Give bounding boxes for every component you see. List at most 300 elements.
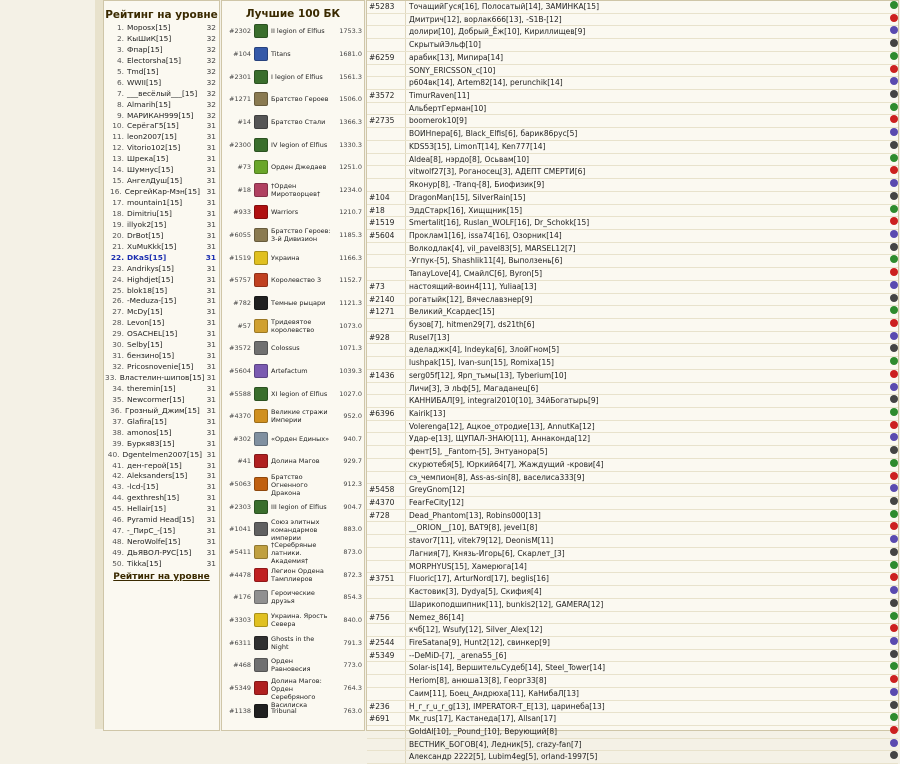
clan-name-link[interactable]: Warriors (271, 208, 299, 217)
battle-clan-id[interactable] (367, 561, 406, 573)
battle-participants-link[interactable]: Дмитрич[12], ворлак666[13], -S1B-[12] (409, 14, 562, 24)
status-icon (890, 357, 898, 365)
battle-clan-id[interactable]: #2735 (367, 115, 406, 127)
battle-participants-link[interactable]: Kairik[13] (409, 409, 446, 418)
clan-name-link[interactable]: Долина Магов (271, 457, 320, 466)
player-name-link[interactable]: СерёгаГ5[15] (127, 121, 179, 131)
clan-name-link[interactable]: II legion of Elfius (271, 27, 325, 36)
level-ranking-footer-link[interactable]: Рейтинг на уровне (113, 571, 210, 582)
player-name-link[interactable]: Tikka[15] (127, 558, 162, 568)
battle-row (367, 421, 898, 434)
battle-participants-link[interactable]: Личи[3], Э лЬф[5], Магаданец[6] (409, 383, 539, 393)
clan-name-link[interactable]: Colossus (271, 344, 300, 353)
battle-participants-link[interactable]: Шарикоподшипник[11], bunkis2[12], GAMERA[12] (409, 599, 604, 609)
battle-participants-link[interactable]: долири[10], Добрый_Ёж[10], Кириллищев[9] (409, 27, 586, 37)
clan-score: 883.0 (343, 525, 362, 534)
battle-clan-id[interactable] (367, 243, 406, 255)
ranking-points: 31 (206, 274, 216, 284)
clan-row (222, 609, 364, 632)
player-name-link[interactable]: Шрека[15] (127, 154, 169, 164)
battle-clan-id[interactable] (367, 472, 406, 484)
ranking-position: 44. (112, 493, 124, 503)
status-icon (890, 255, 898, 263)
player-name-link[interactable]: Levon[15] (127, 318, 165, 328)
clan-name-link[interactable]: Братство Стали (271, 117, 326, 126)
player-name-link[interactable]: leon2007[15] (127, 132, 177, 142)
battle-clan-id[interactable] (367, 433, 406, 445)
battle-participants-link[interactable]: FearFeCity[12] (409, 498, 464, 508)
ranking-points: 31 (206, 383, 216, 393)
player-name-link[interactable]: СергейКар-Мэн[15] (124, 187, 200, 197)
clan-id: #1138 (229, 706, 252, 715)
clan-row (222, 676, 364, 709)
ranking-row (104, 526, 219, 537)
clan-id: #1519 (229, 253, 252, 262)
battle-clan-id[interactable] (367, 65, 406, 77)
player-name-link[interactable]: бензино[15] (127, 351, 175, 361)
clan-row (222, 473, 364, 496)
battle-clan-id[interactable] (367, 344, 406, 356)
battle-clan-id[interactable]: #5283 (367, 1, 406, 13)
battle-participants-link[interactable]: Волкодлак[4], vil_pavel83[5], MARSEL12[7] (409, 243, 576, 253)
battle-participants-link[interactable]: Лагния[7], Князь-Игорь[6], Скарлет_[3] (409, 548, 565, 558)
clan-name-link[interactable]: Братство Героев (271, 95, 329, 104)
battle-participants-link[interactable]: Яконур[8], -Tranq-[8], Биофизик[9] (409, 180, 545, 190)
battle-clan-id[interactable] (367, 141, 406, 153)
battle-clan-id[interactable] (367, 383, 406, 395)
ranking-position: 22. (110, 252, 124, 262)
clan-row (222, 224, 364, 247)
status-icon (890, 319, 898, 327)
ranking-row (104, 198, 219, 209)
clan-name-link[interactable]: Украина. Ярость Севера (271, 611, 328, 628)
clan-id: #18 (237, 185, 252, 194)
player-name-link[interactable]: -Meduza-[15] (127, 296, 177, 306)
battle-clan-id[interactable]: #2140 (367, 294, 406, 306)
battle-participants-link[interactable]: TanayLove[4], СмайлС[6], Byron[5] (409, 269, 543, 279)
battle-participants-link[interactable]: Александр 2222[5], Lubim4eg[5], orland-1997[5] (409, 752, 598, 762)
clan-row (222, 20, 364, 43)
player-name-link[interactable]: КыШиК[15] (127, 33, 172, 43)
battle-clan-id[interactable] (367, 599, 406, 611)
battle-participants-link[interactable]: DragonMan[15], SilverRain[15] (409, 192, 526, 202)
status-icon (890, 675, 898, 683)
battle-clan-id[interactable] (367, 154, 406, 166)
player-name-link[interactable]: NeroWolfe[15] (127, 537, 181, 547)
player-name-link[interactable]: -_ПирС_-[15] (127, 526, 176, 536)
ranking-position: 8. (116, 99, 124, 109)
status-icon (890, 459, 898, 467)
player-name-link[interactable]: illyok2[15] (127, 219, 167, 229)
battle-participants-link[interactable]: SONY_ERICSSON_c[10] (409, 65, 496, 75)
player-name-link[interactable]: OSACHEL[15] (127, 329, 178, 339)
battle-row (367, 701, 898, 714)
ranking-points: 31 (206, 362, 216, 372)
battle-clan-id[interactable]: #1519 (367, 217, 406, 229)
battle-participants-link[interactable]: __ORION__[10], ВАТ9[8], jevel1[8] (409, 523, 538, 533)
battle-participants-link[interactable]: Volerenga[12], Ацкое_отродие[13], AnnutKa[12] (409, 421, 595, 431)
battle-clan-id[interactable]: #3751 (367, 573, 406, 585)
battle-clan-id[interactable]: #756 (367, 612, 406, 624)
player-name-link[interactable]: Vitorio102[15] (127, 143, 181, 153)
battle-clan-id[interactable]: #3572 (367, 90, 406, 102)
battle-clan-id[interactable] (367, 39, 406, 51)
clan-name-link[interactable]: Орден Равновесия (271, 657, 311, 674)
battle-participants-link[interactable]: ЭддСтарк[16], Хищщник[15] (409, 205, 523, 215)
clan-name-link[interactable]: Artefactum (271, 366, 308, 375)
ranking-position: 40. (107, 449, 120, 459)
battle-clan-id[interactable] (367, 624, 406, 636)
battle-row (367, 688, 898, 701)
battle-clan-id[interactable]: #6396 (367, 408, 406, 420)
battle-clan-id[interactable]: #4370 (367, 497, 406, 509)
battle-participants-link[interactable]: рогатыйк[12], Вячеславзнер[9] (409, 294, 533, 304)
ranking-points: 31 (206, 143, 216, 153)
battle-row (367, 103, 898, 116)
player-name-link[interactable]: blok18[15] (127, 285, 168, 295)
player-name-link[interactable]: АнгелДуш[15] (127, 176, 183, 186)
ranking-row (104, 351, 219, 362)
battle-participants-link[interactable]: boomerok10[9] (409, 116, 467, 126)
battle-clan-id[interactable] (367, 548, 406, 560)
player-name-link[interactable]: Hellair[15] (127, 504, 167, 514)
battle-clan-id[interactable]: #5458 (367, 484, 406, 496)
ranking-row (104, 220, 219, 231)
ranking-position: 16. (110, 187, 122, 197)
ranking-row (104, 395, 219, 406)
status-icon (890, 497, 898, 505)
clan-score: 1071.3 (339, 344, 362, 353)
player-name-link[interactable]: Буркя83[15] (127, 438, 175, 448)
battle-clan-id[interactable] (367, 739, 406, 751)
battle-participants-link[interactable]: -Угпук-[5], Shashlik11[4], Выползень[6] (409, 256, 563, 266)
player-name-link[interactable]: Властелин-шипов[15] (119, 373, 205, 382)
player-name-link[interactable]: gexthresh[15] (127, 493, 180, 503)
clan-row (222, 541, 364, 564)
battle-clan-id[interactable] (367, 459, 406, 471)
clan-name-link[interactable]: Тридевятое королевство (271, 317, 315, 334)
battle-clan-id[interactable] (367, 726, 406, 738)
battle-participants-link[interactable]: Н_г_r_u_r_g[13], IMPERATOR-T_E[13], царинеба[13] (409, 701, 605, 711)
battle-participants-link[interactable]: Nemez_86[14] (409, 612, 464, 622)
battle-clan-id[interactable] (367, 446, 406, 458)
battle-row (367, 192, 898, 205)
battle-clan-id[interactable]: #73 (367, 281, 406, 293)
battle-clan-id[interactable] (367, 535, 406, 547)
ranking-position: 12. (112, 143, 124, 153)
battle-clan-id[interactable] (367, 421, 406, 433)
ranking-position: 43. (112, 482, 124, 492)
ranking-position: 38. (112, 427, 124, 437)
clan-name-link[interactable]: Героические друзья (271, 589, 315, 606)
battle-clan-id[interactable] (367, 751, 406, 763)
battle-clan-id[interactable] (367, 319, 406, 331)
clan-emblem-icon (254, 341, 268, 355)
battle-clan-id[interactable]: #18 (367, 205, 406, 217)
clan-name-link[interactable]: Союз элитных командармов империи (271, 518, 320, 543)
status-icon (890, 662, 898, 670)
status-icon (890, 179, 898, 187)
player-name-link[interactable]: McDy[15] (127, 307, 163, 317)
player-name-link[interactable]: Aleksanders[15] (127, 471, 188, 481)
battle-participants-link[interactable]: ВОИНпера[6], Black_Elfis[6], барик86рус[5] (409, 129, 578, 139)
battle-participants-link[interactable]: Fluoric[17], ArturNord[17], beglis[16] (409, 574, 549, 584)
battle-participants-link[interactable]: КАННИБАЛ[9], integral2010[10], 34йБогатырь[9] (409, 396, 599, 406)
battle-participants-link[interactable]: Dead_Phantom[13], Robins000[13] (409, 510, 541, 520)
player-name-link[interactable]: Moposx[15] (127, 23, 171, 32)
player-name-link[interactable]: Pricosnovenie[15] (127, 362, 194, 372)
player-name-link[interactable]: Electorsha[15] (127, 55, 182, 65)
clan-score: 1039.3 (339, 366, 362, 375)
battle-participants-link[interactable]: фент[5], _Fantom-[5], Энтуанора[5] (409, 447, 548, 457)
status-icon (890, 751, 898, 759)
clan-id: #1041 (229, 525, 252, 534)
battle-clan-id[interactable] (367, 179, 406, 191)
player-name-link[interactable]: DrBot[15] (127, 230, 164, 240)
player-name-link[interactable]: mountain1[15] (127, 198, 183, 207)
battle-participants-link[interactable]: аделаджк[4], Indeyka[6], ЗлойГном[5] (409, 345, 560, 355)
battle-participants-link[interactable]: АльбертГерман[10] (409, 103, 487, 113)
clan-score: 904.7 (343, 502, 362, 511)
player-name-link[interactable]: Фпар[15] (127, 44, 163, 54)
clan-score: 773.0 (343, 661, 362, 670)
clan-name-link[interactable]: Ghosts in the Night (271, 634, 315, 651)
battle-row (367, 472, 898, 485)
battle-participants-link[interactable]: настоящий-воин4[11], Yuliaa[13] (409, 281, 537, 291)
player-name-link[interactable]: Almarih[15] (127, 99, 171, 109)
clan-emblem-icon (254, 24, 268, 38)
battle-participants-link[interactable]: СкрытыйЭльф[10] (409, 40, 481, 50)
player-name-link[interactable]: Tmd[15] (127, 66, 159, 76)
battle-clan-id[interactable] (367, 166, 406, 178)
battle-participants-link[interactable]: GreyGnom[12] (409, 485, 465, 495)
ranking-points: 32 (206, 88, 216, 98)
battle-clan-id[interactable]: #5604 (367, 230, 406, 242)
battle-row (367, 561, 898, 574)
battle-clan-id[interactable]: #1271 (367, 306, 406, 318)
battle-participants-link[interactable]: Solar-is[14], ВершительСудеб[14], Steel_Tower[14] (409, 663, 606, 673)
ranking-row (104, 428, 219, 439)
ranking-points: 32 (206, 77, 216, 87)
player-name-link[interactable]: DKaS[15] (127, 252, 167, 262)
battle-clan-id[interactable] (367, 268, 406, 280)
battle-row (367, 637, 898, 650)
status-icon (890, 77, 898, 85)
ranking-position: 24. (112, 274, 124, 284)
battle-clan-id[interactable] (367, 77, 406, 89)
clan-name-link[interactable]: Великие стражи Империи (271, 408, 328, 425)
battle-participants-link[interactable]: vitwolf27[3], Роганосец[3], АДЕПТ СМЕРТИ[6] (409, 167, 586, 177)
battle-row (367, 535, 898, 548)
ranking-position: 21. (112, 241, 124, 251)
ranking-position: 48. (112, 537, 124, 547)
battle-participants-link[interactable]: GoldAl[10], _Pound_[10], Верующий[8] (409, 726, 558, 736)
ranking-position: 30. (112, 340, 124, 350)
battle-participants-link[interactable]: скурютебя[5], Юркий64[7], Жаждущий -крови[4] (409, 459, 604, 469)
player-name-link[interactable]: Pyramid Head[15] (127, 515, 195, 525)
player-name-link[interactable]: ___весёлый___[15] (127, 88, 198, 98)
ranking-row (104, 143, 219, 154)
clan-name-link[interactable]: †Орден Миротворцев† (271, 181, 321, 198)
clan-name-link[interactable]: †Серебряные латники. Академия† (271, 541, 317, 566)
player-name-link[interactable]: ДЬЯВОЛ-РУС[15] (127, 548, 192, 557)
ranking-position: 26. (112, 296, 124, 306)
ranking-position: 6. (116, 77, 124, 87)
clan-score: 873.0 (343, 548, 362, 557)
ranking-points: 31 (206, 340, 216, 350)
battle-clan-id[interactable] (367, 357, 406, 369)
clan-name-link[interactable]: IV legion of Elfius (271, 140, 328, 149)
battle-clan-id[interactable] (367, 395, 406, 407)
clan-name-link[interactable]: Tribunal (271, 706, 297, 715)
battle-clan-id[interactable]: #728 (367, 510, 406, 522)
clan-name-link[interactable]: XI legion of Elfius (271, 389, 328, 398)
ranking-position: 32. (112, 362, 124, 372)
clan-name-link[interactable]: Королевство 3 (271, 276, 322, 285)
battle-participants-link[interactable]: FireSatana[9], Hunt2[12], свинкер[9] (409, 637, 550, 647)
battle-participants-link[interactable]: ТочащийГуся[16], Полосатый[14], ЗАМИНКА[15] (409, 2, 599, 11)
clan-name-link[interactable]: III legion of Elfius (271, 502, 327, 511)
battle-participants-link[interactable]: p604вк[14], Artem82[14], perunchik[14] (409, 78, 563, 88)
clan-name-link[interactable]: Легион Ордена Тамплиеров (271, 566, 324, 583)
battle-participants-link[interactable]: stavor7[11], vitek79[12], DeonisM[11] (409, 536, 554, 546)
clan-name-link[interactable]: Темные рыцари (271, 299, 326, 307)
status-icon (890, 103, 898, 111)
status-icon (890, 268, 898, 276)
player-name-link[interactable]: WWII[15] (127, 77, 162, 87)
battle-participants-link[interactable]: --DeMiD-[7], _arena55_[6] (409, 650, 507, 660)
ranking-position: 27. (112, 307, 124, 317)
player-name-link[interactable]: Шумнус[15] (127, 165, 174, 175)
clan-name-link[interactable]: I legion of Elfius (271, 72, 323, 81)
ranking-points: 31 (206, 460, 216, 470)
player-name-link[interactable]: theremin[15] (127, 383, 176, 393)
battle-row (367, 573, 898, 586)
clan-row (222, 563, 364, 586)
battle-row (367, 65, 898, 78)
battle-clan-id[interactable]: #6259 (367, 52, 406, 64)
battle-participants-link[interactable]: сэ_чемпион[8], Ass-as-sin[8], васелиса333[9] (409, 472, 585, 482)
battle-participants-link[interactable]: Удар-e[13], ЩУПАЛ-ЗНАЮ[11], Аннаконда[12] (409, 434, 591, 444)
battle-row (367, 77, 898, 90)
clan-id: #6055 (229, 231, 252, 240)
battle-clan-id[interactable]: #2544 (367, 637, 406, 649)
ranking-position: 15. (112, 176, 124, 186)
status-icon (890, 395, 898, 403)
clan-id: #5588 (229, 389, 252, 398)
battle-clan-id[interactable]: #691 (367, 713, 406, 725)
player-name-link[interactable]: Newcormer[15] (127, 394, 185, 404)
ranking-row (104, 111, 219, 122)
clan-score: 1027.0 (339, 389, 362, 398)
battle-clan-id[interactable]: #236 (367, 701, 406, 713)
clan-score: 952.0 (343, 412, 362, 421)
battle-clan-id[interactable]: #5349 (367, 650, 406, 662)
battle-row (367, 624, 898, 637)
battle-participants-link[interactable]: Проклам1[16], issa74[16], Озорник[14] (409, 230, 562, 240)
battle-row (367, 395, 898, 408)
battle-clan-id[interactable]: #928 (367, 332, 406, 344)
clan-name-link[interactable]: «Орден Единых» (271, 434, 330, 443)
battle-row (367, 1, 898, 14)
battle-participants-link[interactable]: Aldea[8], нэрдо[8], Осьвам[10] (409, 154, 530, 164)
battle-participants-link[interactable]: Heriom[8], анюша13[8], Георг33[8] (409, 676, 547, 686)
battle-clan-id[interactable] (367, 586, 406, 598)
battle-clan-id[interactable]: #104 (367, 192, 406, 204)
ranking-position: 3. (116, 44, 124, 54)
battle-clan-id[interactable] (367, 128, 406, 140)
battle-participants-link[interactable]: Smertalit[16], Ruslan_WOLF[16], Dr_Schokk[15] (409, 218, 590, 228)
battle-clan-id[interactable] (367, 675, 406, 687)
battle-participants-link[interactable]: lushpak[15], Ivan-sun[15], Romixa[15] (409, 358, 554, 368)
player-name-link[interactable]: Dgentelmen2007[15] (122, 449, 203, 459)
clan-name-link[interactable]: Украина (271, 253, 300, 262)
clan-name-link[interactable]: Долина Магов: Орден Серебряного Василиска (271, 676, 322, 709)
battle-clan-id[interactable] (367, 26, 406, 38)
battle-participants-link[interactable]: MORPHYUS[15], Хамерюга[14] (409, 561, 527, 571)
battle-participants-link[interactable]: Мк_rus[17], Кастанеда[17], Allsan[17] (409, 714, 557, 724)
player-name-link[interactable]: XuMuKkk[15] (127, 241, 177, 251)
battle-row (367, 446, 898, 459)
battle-participants-link[interactable]: Великий_Ксардес[15] (409, 307, 495, 317)
battle-participants-link[interactable]: serg05f[12], Ярп_тьмы[13], Tyberium[10] (409, 370, 567, 380)
battle-clan-id[interactable]: #1436 (367, 370, 406, 382)
battle-participants-link[interactable]: Кастовик[3], Dydya[5], Скифия[4] (409, 587, 542, 597)
battle-clan-id[interactable] (367, 255, 406, 267)
clan-name-link[interactable]: Братство Героев: 3-й Дивизион (271, 227, 331, 244)
battle-row (367, 332, 898, 345)
ranking-row (104, 329, 219, 340)
battle-participants-link[interactable]: ВЕСТНИК_БОГОВ[4], Ледник[5], crazy-fan[7] (409, 739, 582, 749)
battle-participants-link[interactable]: TimurRaven[11] (409, 91, 470, 101)
ranking-position: 25. (112, 285, 124, 295)
battle-participants-link[interactable]: Саим[11], Боец_Андрюха[11], КаНибаЛ[13] (409, 688, 579, 698)
battle-clan-id[interactable] (367, 522, 406, 534)
status-icon (890, 421, 898, 429)
battle-clan-id[interactable] (367, 688, 406, 700)
battle-row (367, 357, 898, 370)
player-name-link[interactable]: amonos[15] (127, 427, 172, 437)
battle-row (367, 268, 898, 281)
status-icon (890, 573, 898, 581)
battle-participants-link[interactable]: Rusel7[13] (409, 332, 450, 342)
player-name-link[interactable]: Highdjet[15] (127, 274, 174, 284)
player-name-link[interactable]: Dimitriu[15] (127, 208, 172, 218)
player-name-link[interactable]: ден-герой[15] (127, 460, 182, 470)
player-name-link[interactable]: Грозный_Джим[15] (125, 405, 200, 415)
clan-row (222, 292, 364, 315)
battle-participants-link[interactable]: бузов[7], hitmen29[7], ds21th[6] (409, 319, 535, 329)
clan-name-link[interactable]: Titans (271, 49, 291, 58)
clan-id: #5063 (229, 480, 252, 489)
battle-row (367, 675, 898, 688)
battle-participants-link[interactable]: арабик[13], Мипира[14] (409, 52, 504, 62)
player-name-link[interactable]: -lcd-[15] (127, 482, 159, 492)
battle-participants-link[interactable]: кчб[12], Wsufy[12], Silver_Alex[12] (409, 625, 543, 635)
clan-name-link[interactable]: Братство Огненного Дракона (271, 473, 308, 498)
player-name-link[interactable]: Andrikys[15] (127, 263, 174, 273)
player-name-link[interactable]: МАРИКАН999[15] (127, 110, 194, 120)
ranking-position: 14. (112, 165, 124, 175)
battle-participants-link[interactable]: KDS53[15], LimonT[14], Ken777[14] (409, 141, 546, 151)
player-name-link[interactable]: Selby[15] (127, 340, 163, 350)
battle-clan-id[interactable] (367, 662, 406, 674)
battle-clan-id[interactable] (367, 14, 406, 26)
status-icon (890, 701, 898, 709)
clan-name-link[interactable]: Орден Джедаев (271, 163, 327, 172)
battle-clan-id[interactable] (367, 103, 406, 115)
player-name-link[interactable]: Glafira[15] (127, 416, 167, 426)
